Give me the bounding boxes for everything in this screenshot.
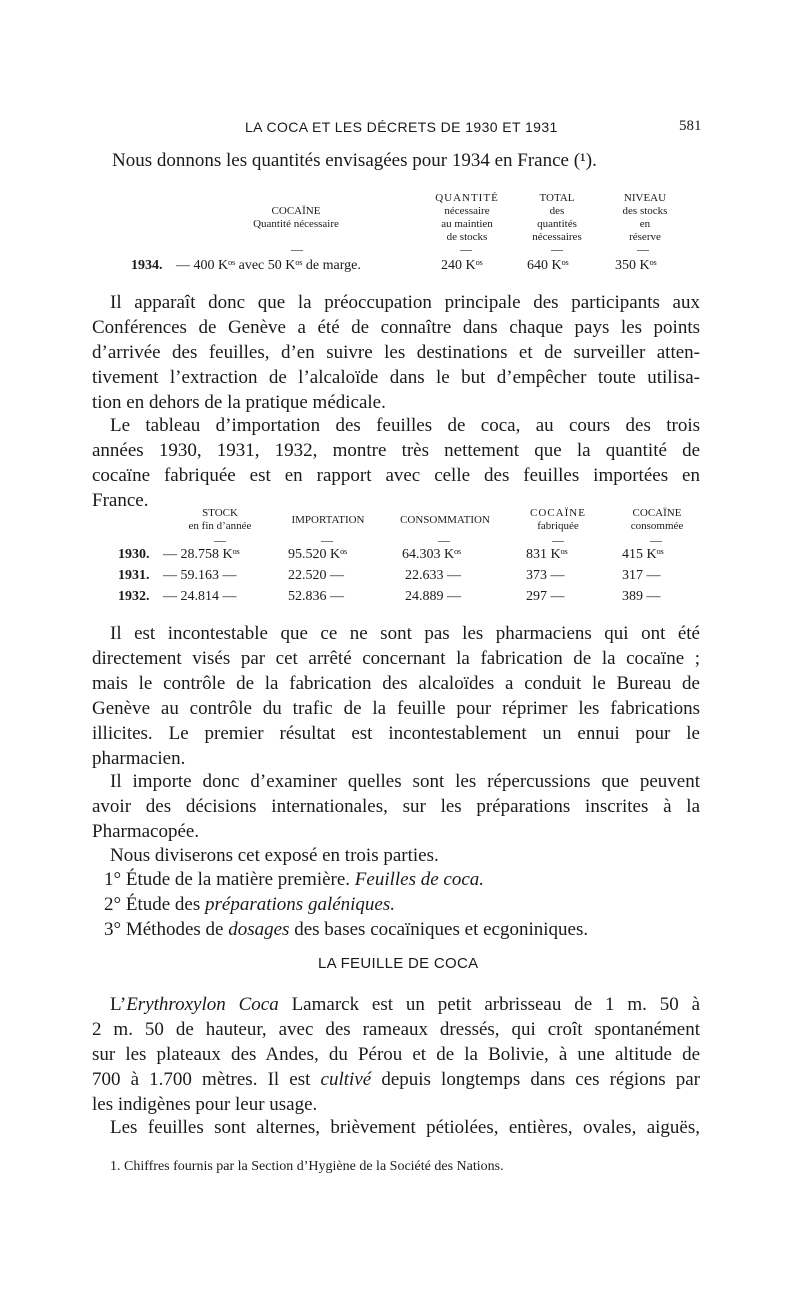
t1-header-line: NIVEAU xyxy=(623,192,667,204)
paragraph-7: Les feuilles sont alternes, brièvement pétiolées, entières, ovales, aiguës, xyxy=(110,1117,700,1138)
species-name: Erythroxylon Coca xyxy=(126,994,279,1015)
t2-header-cocaine-fabriquee xyxy=(513,507,603,533)
t2-consommee: 317 — xyxy=(622,568,661,583)
t2-consommation: 64.303 Kᵒˢ xyxy=(402,547,462,562)
t1-dash: — xyxy=(637,242,649,256)
t1-header-line: TOTAL xyxy=(539,192,575,204)
text-line: illicites. Le premier résultat est incontestablement un ennui pour le xyxy=(92,723,700,744)
t2-consommee: 415 Kᵒˢ xyxy=(622,547,664,562)
t2-consommation: 24.889 — xyxy=(405,589,461,604)
t1-header-line: en xyxy=(639,218,651,230)
text-line: tion en dehors de la pratique médicale. xyxy=(92,392,386,413)
list-italic: préparations galéniques. xyxy=(205,894,396,915)
t2-header-line: COCAÏNE xyxy=(632,507,682,519)
t2-stock: — 59.163 — xyxy=(163,568,237,583)
section-title: LA FEUILLE DE COCA xyxy=(318,955,479,972)
list-text: Étude de la matière première. xyxy=(125,869,351,890)
t2-header-importation: IMPORTATION xyxy=(291,514,365,526)
list-italic: dosages xyxy=(228,919,290,940)
list-item xyxy=(104,869,484,891)
text-line: les indigènes pour leur usage. xyxy=(92,1094,318,1115)
text-line: 2 m. 50 de hauteur, avec des rameaux dressés, qui croît spontanément xyxy=(92,1019,700,1040)
list-italic: Feuilles de coca. xyxy=(354,869,485,890)
t1-header-line: réserve xyxy=(629,231,661,243)
t2-header-line: STOCK xyxy=(202,507,238,519)
t1-dash: — xyxy=(460,242,472,256)
t1-header-quantite xyxy=(422,192,512,244)
t1-header-line: des stocks xyxy=(622,205,668,217)
t2-dash: — xyxy=(321,533,333,547)
t2-header-consommation: CONSOMMATION xyxy=(400,514,490,526)
text-span: 700 à 1.700 mètres. Il est xyxy=(92,1069,311,1090)
list-number: 2° xyxy=(104,894,122,915)
text-line: d’arrivée des feuilles, d’en suivre les destinations et de surveiller atten- xyxy=(92,342,700,363)
t2-header-line: COCAÏNE xyxy=(530,507,586,519)
t1-total: 640 Kᵒˢ xyxy=(527,258,569,273)
t2-importation: 95.520 Kᵒˢ xyxy=(288,547,348,562)
intro-line: Nous donnons les quantités envisagées pour 1934 en France (¹). xyxy=(112,150,597,171)
t2-stock: — 24.814 — xyxy=(163,589,237,604)
t2-importation: 52.836 — xyxy=(288,589,344,604)
footnote: 1. Chiffres fournis par la Section d’Hygiène de la Société des Nations. xyxy=(110,1159,504,1174)
t2-fabriquee: 297 — xyxy=(526,589,565,604)
page-number: 581 xyxy=(679,118,702,134)
t2-stock: — 28.758 Kᵒˢ xyxy=(163,547,240,562)
t1-cocaine: — 400 Kᵒˢ avec 50 Kᵒˢ de marge. xyxy=(176,258,361,273)
list-number: 3° xyxy=(104,919,122,940)
text-line xyxy=(110,993,700,1017)
t1-header-line: de stocks xyxy=(446,231,488,243)
text-span: Lamarck est un petit arbrisseau de 1 m. 50 à xyxy=(291,994,700,1015)
t2-fabriquee: 831 Kᵒˢ xyxy=(526,547,568,562)
t1-header-line: COCAÏNE xyxy=(271,205,321,217)
t1-dash: — xyxy=(551,242,563,256)
list-item xyxy=(104,894,395,916)
text-line: Pharmacopée. xyxy=(92,821,200,842)
t2-dash: — xyxy=(552,533,564,547)
text-line: Le tableau d’importation des feuilles de coca, au cours des trois xyxy=(110,415,700,436)
text-line: tivement l’extraction de l’alcaloïde dans le but d’empêcher toute utilisa- xyxy=(92,367,700,388)
t1-header-line: nécessaires xyxy=(532,231,582,243)
t2-year: 1930. xyxy=(118,547,150,562)
t2-year: 1932. xyxy=(118,589,150,604)
t2-consommation: 22.633 — xyxy=(405,568,461,583)
t2-dash: — xyxy=(650,533,662,547)
t1-header-line: nécessaire xyxy=(444,205,490,217)
t1-header-line: quantités xyxy=(537,218,577,230)
t2-header-line: en fin d’année xyxy=(188,520,252,532)
t2-importation: 22.520 — xyxy=(288,568,344,583)
t1-header-cocaine xyxy=(226,205,366,231)
text-line: cocaïne fabriquée est en rapport avec celle des feuilles importées en xyxy=(92,465,700,486)
text-line: Conférences de Genève a été de connaître dans chaque pays les points xyxy=(92,317,700,338)
list-item xyxy=(104,919,588,941)
t1-niveau: 350 Kᵒˢ xyxy=(615,258,657,273)
text-line: Il est incontestable que ce ne sont pas les pharmaciens qui ont été xyxy=(110,623,700,644)
text-line: pharmacien. xyxy=(92,748,186,769)
t2-dash: — xyxy=(438,533,450,547)
t2-header-line: fabriquée xyxy=(537,520,579,532)
text-line: sur les plateaux des Andes, du Pérou et de la Bolivie, à une altitude de xyxy=(92,1044,700,1065)
t1-header-line: Quantité nécessaire xyxy=(253,218,339,230)
t2-header-stock xyxy=(170,507,270,533)
text-span: depuis longtemps dans ces régions par xyxy=(381,1069,700,1090)
list-text: Méthodes de xyxy=(125,919,224,940)
t2-header-line: consommée xyxy=(630,520,684,532)
text-line: Il importe donc d’examiner quelles sont les répercussions que peuvent xyxy=(110,771,700,792)
t1-header-total xyxy=(517,192,597,244)
text-line: Genève au contrôle du trafic de la feuille pour réprimer les fabrications xyxy=(92,698,700,719)
list-number: 1° xyxy=(104,869,122,890)
text-italic: cultivé xyxy=(320,1069,372,1090)
text-line xyxy=(92,1068,700,1092)
text-line: années 1930, 1931, 1932, montre très nettement que la quantité de xyxy=(92,440,700,461)
list-text: des bases cocaïniques et ecgoniniques. xyxy=(294,919,589,940)
list-text: Étude des xyxy=(125,894,201,915)
t2-fabriquee: 373 — xyxy=(526,568,565,583)
t2-header-cocaine-consommee xyxy=(612,507,702,533)
t1-header-niveau xyxy=(605,192,685,244)
paragraph-5: Nous diviserons cet exposé en trois parties. xyxy=(110,845,439,866)
t1-dash: — xyxy=(291,242,303,256)
t2-dash: — xyxy=(214,533,226,547)
text-line: mais le contrôle de la fabrication des alcaloïdes a conduit le Bureau de xyxy=(92,673,700,694)
t1-quantite: 240 Kᵒˢ xyxy=(441,258,483,273)
t2-year: 1931. xyxy=(118,568,150,583)
t1-header-line: au maintien xyxy=(441,218,493,230)
t2-consommee: 389 — xyxy=(622,589,661,604)
text-line: avoir des décisions internationales, sur les préparations inscrites à la xyxy=(92,796,700,817)
t1-year: 1934. xyxy=(131,258,163,273)
text-line: France. xyxy=(92,490,149,511)
t1-header-line: QUANTITÉ xyxy=(435,192,499,204)
t1-header-line: des xyxy=(549,205,565,217)
text-line: Il apparaît donc que la préoccupation principale des participants aux xyxy=(110,292,700,313)
text-line: directement visés par cet arrêté concernant la fabrication de la cocaïne ; xyxy=(92,648,700,669)
text-span: L’ xyxy=(110,994,127,1015)
running-title: LA COCA ET LES DÉCRETS DE 1930 ET 1931 xyxy=(245,119,558,135)
